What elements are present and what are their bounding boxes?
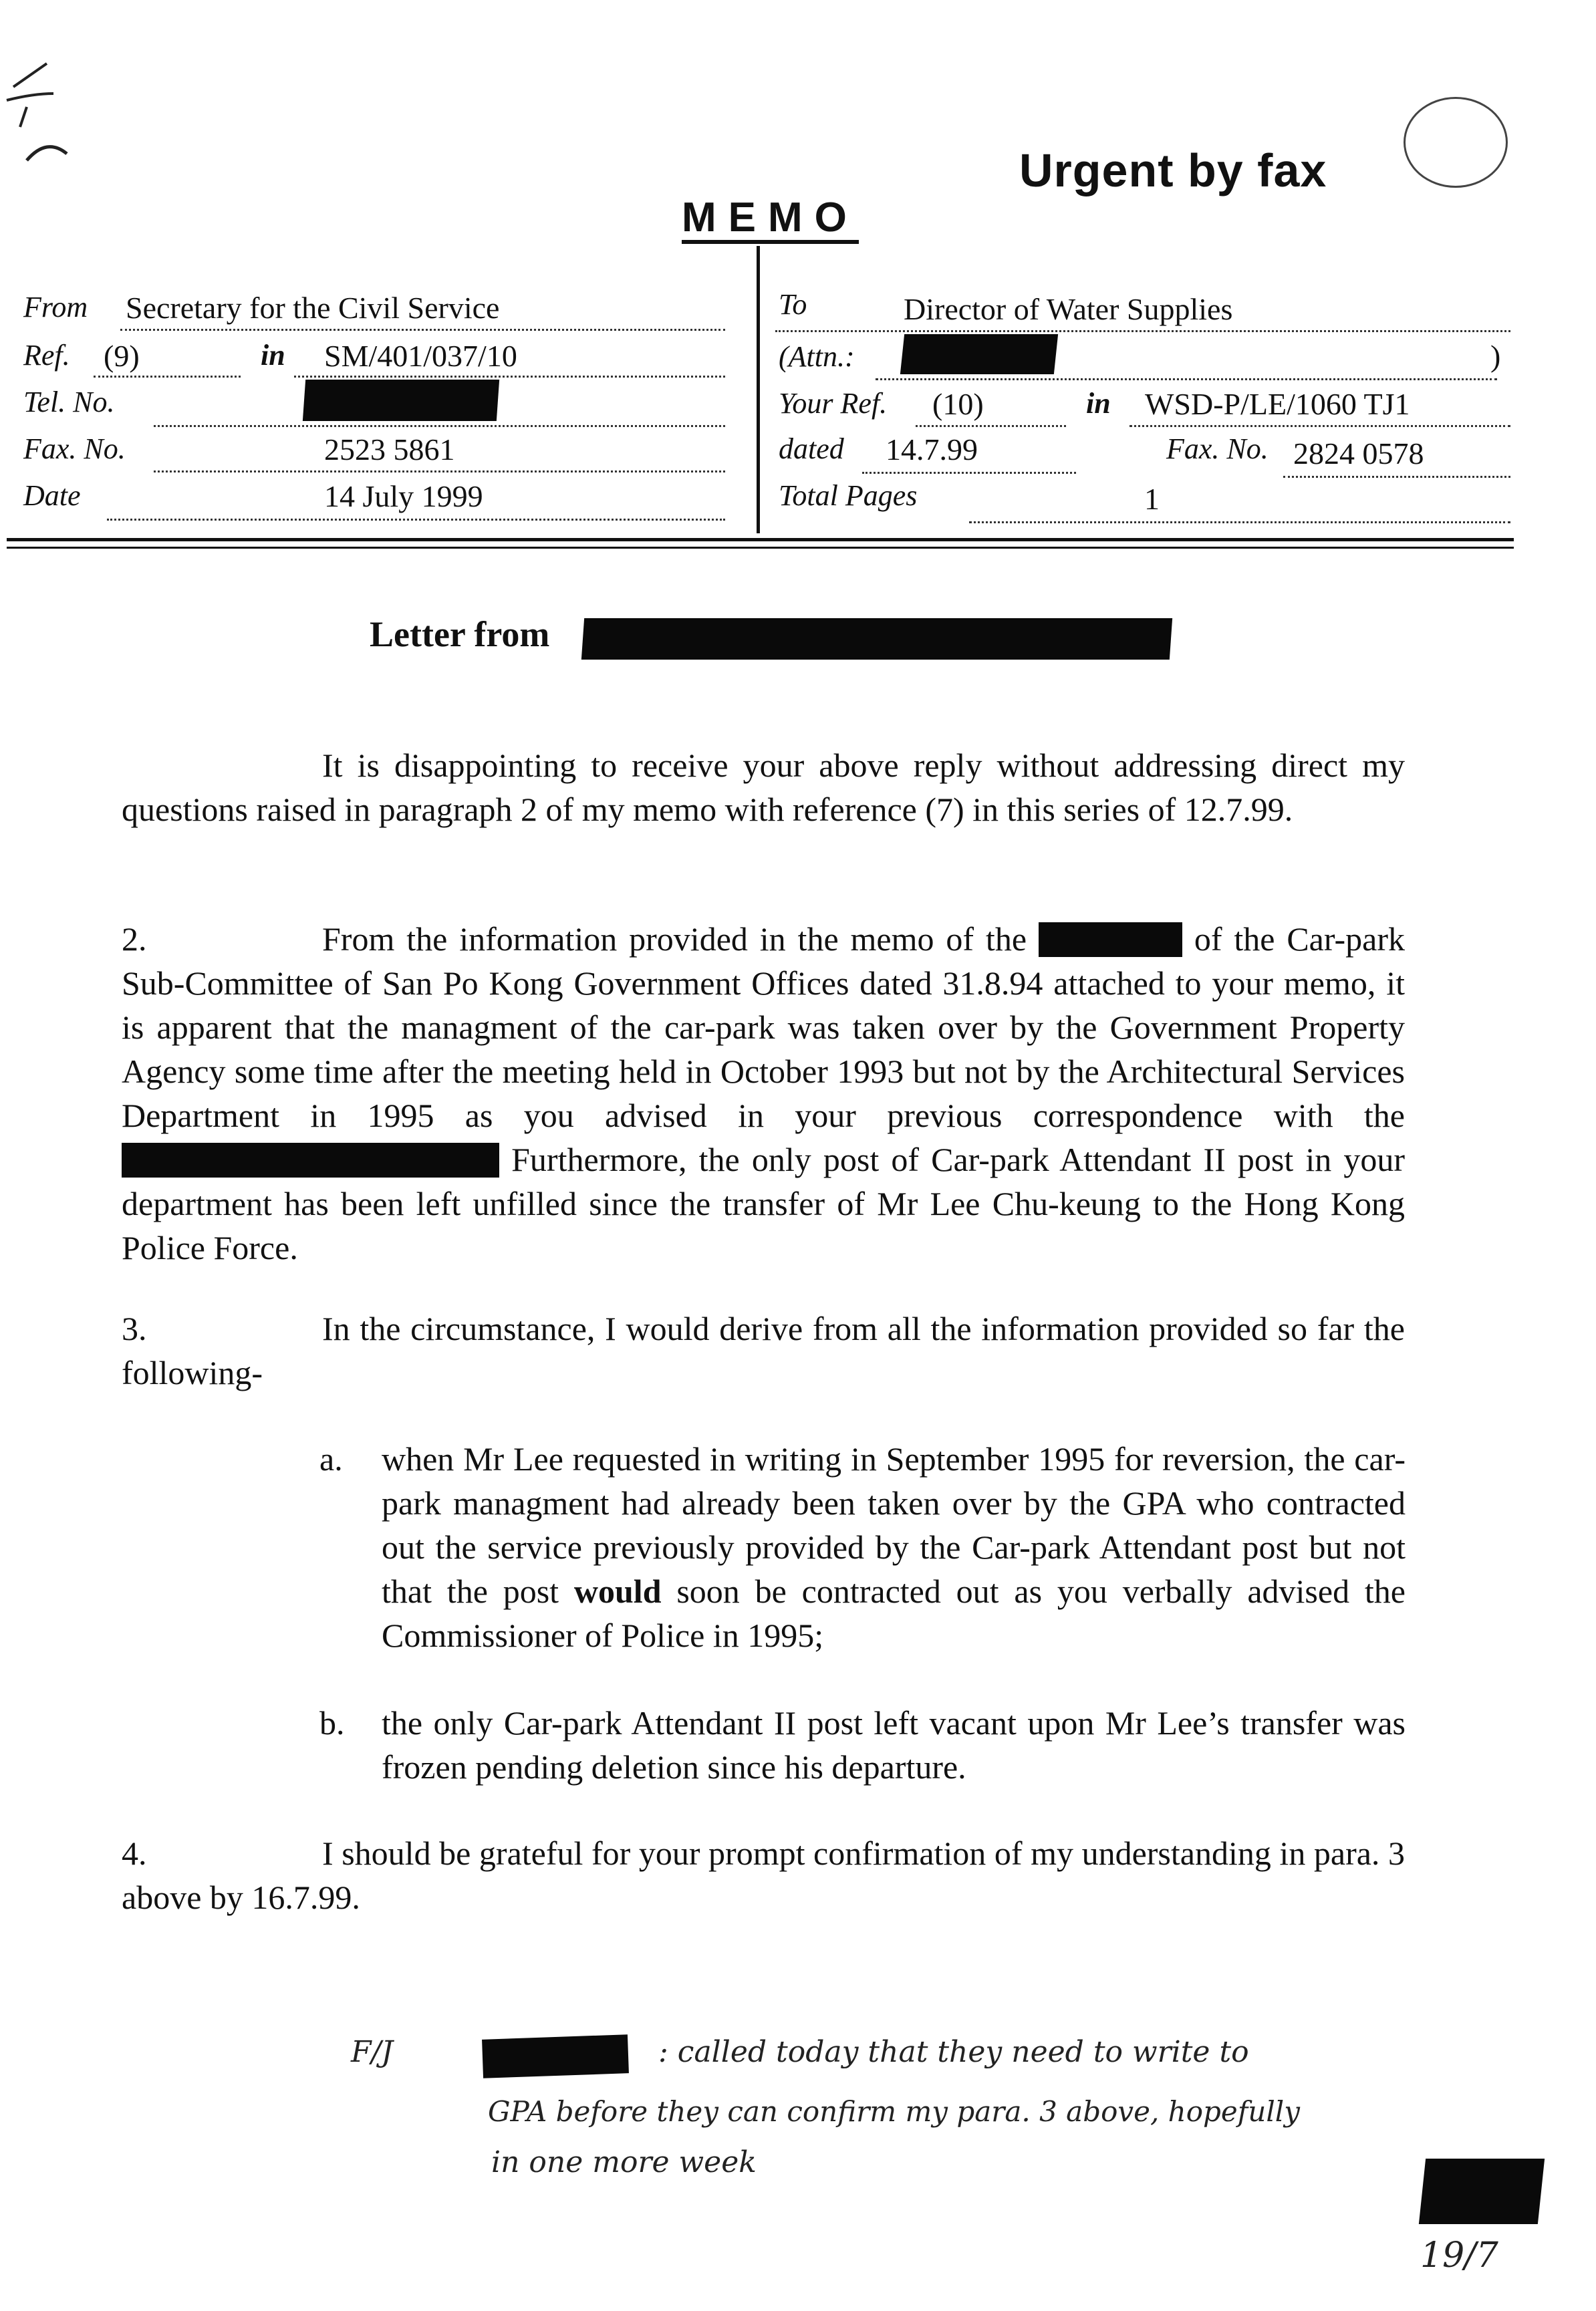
paragraph-1 [122, 743, 1405, 831]
fax-label: Fax. No. [23, 432, 126, 465]
paragraph-2-redaction-2 [122, 1143, 499, 1178]
to-fax-dotted-line [1283, 476, 1510, 478]
tel-label: Tel. No. [23, 386, 115, 418]
list-item-a [319, 1437, 1406, 1657]
to-value: Director of Water Supplies [904, 292, 1233, 326]
urgent-by-fax-heading: Urgent by fax [1019, 144, 1327, 196]
total-pages-value: 1 [1144, 482, 1160, 516]
ref-value-dotted-line [294, 376, 725, 378]
your-ref-num-dotted-line [916, 425, 1066, 427]
to-dotted-line [775, 330, 1510, 332]
dated-value: 14.7.99 [886, 432, 978, 466]
circle-stamp-mark [1404, 97, 1508, 188]
list-item-a-label: a. [319, 1440, 343, 1478]
header-column-divider [757, 246, 760, 533]
paragraph-3 [122, 1307, 1405, 1395]
handwritten-redaction [482, 2034, 629, 2078]
to-fax-label: Fax. No. [1166, 432, 1269, 465]
date-dotted-line [107, 519, 725, 521]
subject-text: Letter from [370, 614, 550, 654]
to-label: To [779, 288, 807, 321]
paragraph-3-number: 3. [122, 1310, 147, 1347]
total-pages-label: Total Pages [779, 479, 918, 512]
date-label: Date [23, 479, 81, 512]
your-ref-label: Your Ref. [779, 387, 888, 420]
list-item-b [319, 1701, 1406, 1789]
handwritten-line-1: : called today that they need to write to [658, 2035, 1249, 2069]
paragraph-3-text: In the circumstance, I would derive from all the information provided so far the following- [122, 1310, 1405, 1391]
list-item-a-text-1: when Mr Lee requested in writing in September 1995 for reversion, the car-park managment had already been taken over by the GPA who contracted out the service previously provided by the Car-park Attendant post but not that the post [382, 1440, 1406, 1610]
signature-redaction [1419, 2159, 1545, 2224]
memo-title: MEMO [682, 197, 859, 244]
your-ref-value: WSD-P/LE/1060 TJ1 [1145, 387, 1410, 421]
date-value: 14 July 1999 [324, 479, 483, 513]
ref-value: SM/401/037/10 [324, 339, 517, 373]
attn-redaction [900, 334, 1058, 374]
list-item-b-text: the only Car-park Attendant II post left vacant upon Mr Lee’s transfer was frozen pending deletion since his departure. [382, 1704, 1406, 1786]
dated-label: dated [779, 432, 844, 465]
list-item-b-label: b. [319, 1704, 345, 1742]
paragraph-4 [122, 1831, 1405, 1919]
from-dotted-line [120, 329, 725, 331]
from-label: From [23, 291, 88, 323]
ref-num-dotted-line [94, 376, 241, 378]
subject-redaction [581, 618, 1172, 660]
tel-redaction [303, 380, 499, 421]
list-item-a-text-2: soon be contracted out as you verbally advised the Commissioner of Police in 1995; [382, 1573, 1406, 1654]
handwritten-line-2: GPA before they can confirm my para. 3 above, hopefully [488, 2095, 1300, 2128]
dated-dotted-line [862, 472, 1076, 474]
paragraph-1-text: It is disappointing to receive your above reply without addressing direct my questions raised in paragraph 2 of my memo with reference (7) in this series of 12.7.99. [122, 746, 1405, 828]
paragraph-2-text-a: From the information provided in the memo of the [322, 920, 1027, 958]
attn-close-paren: ) [1490, 339, 1501, 373]
ref-label: Ref. [23, 339, 70, 372]
your-ref-number: (10) [932, 387, 984, 421]
list-item-a-bold: would [573, 1573, 662, 1610]
to-fax-value: 2824 0578 [1293, 436, 1424, 470]
tel-dotted-line [154, 425, 725, 427]
attn-dotted-line [876, 378, 1497, 380]
handwritten-date: 19/7 [1420, 2235, 1498, 2276]
your-ref-value-dotted-line [1129, 425, 1510, 427]
attn-label: (Attn.: [779, 340, 855, 373]
from-value: Secretary for the Civil Service [126, 291, 500, 325]
header-bottom-rule [7, 538, 1514, 541]
fax-value: 2523 5861 [324, 432, 455, 466]
ref-number: (9) [104, 339, 140, 373]
handwritten-prefix: F/J [351, 2035, 393, 2069]
paragraph-2-text-b: of the Car-park Sub-Committee of San Po Kong Government Offices dated 31.8.94 attached to your memo, it is apparent that the managment of the car-park was taken over by the Government Property Agency some time after the meeting held in October 1993 but not by the Architectural Services Department in 1995 as you advised in your previous correspondence with the [122, 920, 1406, 1134]
paragraph-2 [122, 917, 1405, 1270]
fax-dotted-line [154, 470, 725, 472]
paragraph-2-text-c: Furthermore, the only post of Car-park Attendant II post in your department has been left unfilled since the transfer of Mr Lee Chu-keung to the Hong Kong Police Force. [122, 1141, 1405, 1266]
paragraph-2-redaction-1 [1039, 922, 1182, 957]
paragraph-4-number: 4. [122, 1834, 147, 1872]
total-pages-dotted-line [969, 521, 1510, 523]
ref-in-label: in [261, 339, 285, 372]
stray-pen-marks [0, 27, 147, 174]
header-bottom-rule-thin [7, 547, 1514, 549]
subject-line [370, 614, 549, 655]
paragraph-2-number: 2. [122, 920, 147, 958]
your-ref-in-label: in [1086, 387, 1111, 420]
paragraph-4-text: I should be grateful for your prompt confirmation of my understanding in para. 3 above by 16.7.99. [122, 1834, 1405, 1916]
handwritten-line-3: in one more week [491, 2145, 757, 2179]
